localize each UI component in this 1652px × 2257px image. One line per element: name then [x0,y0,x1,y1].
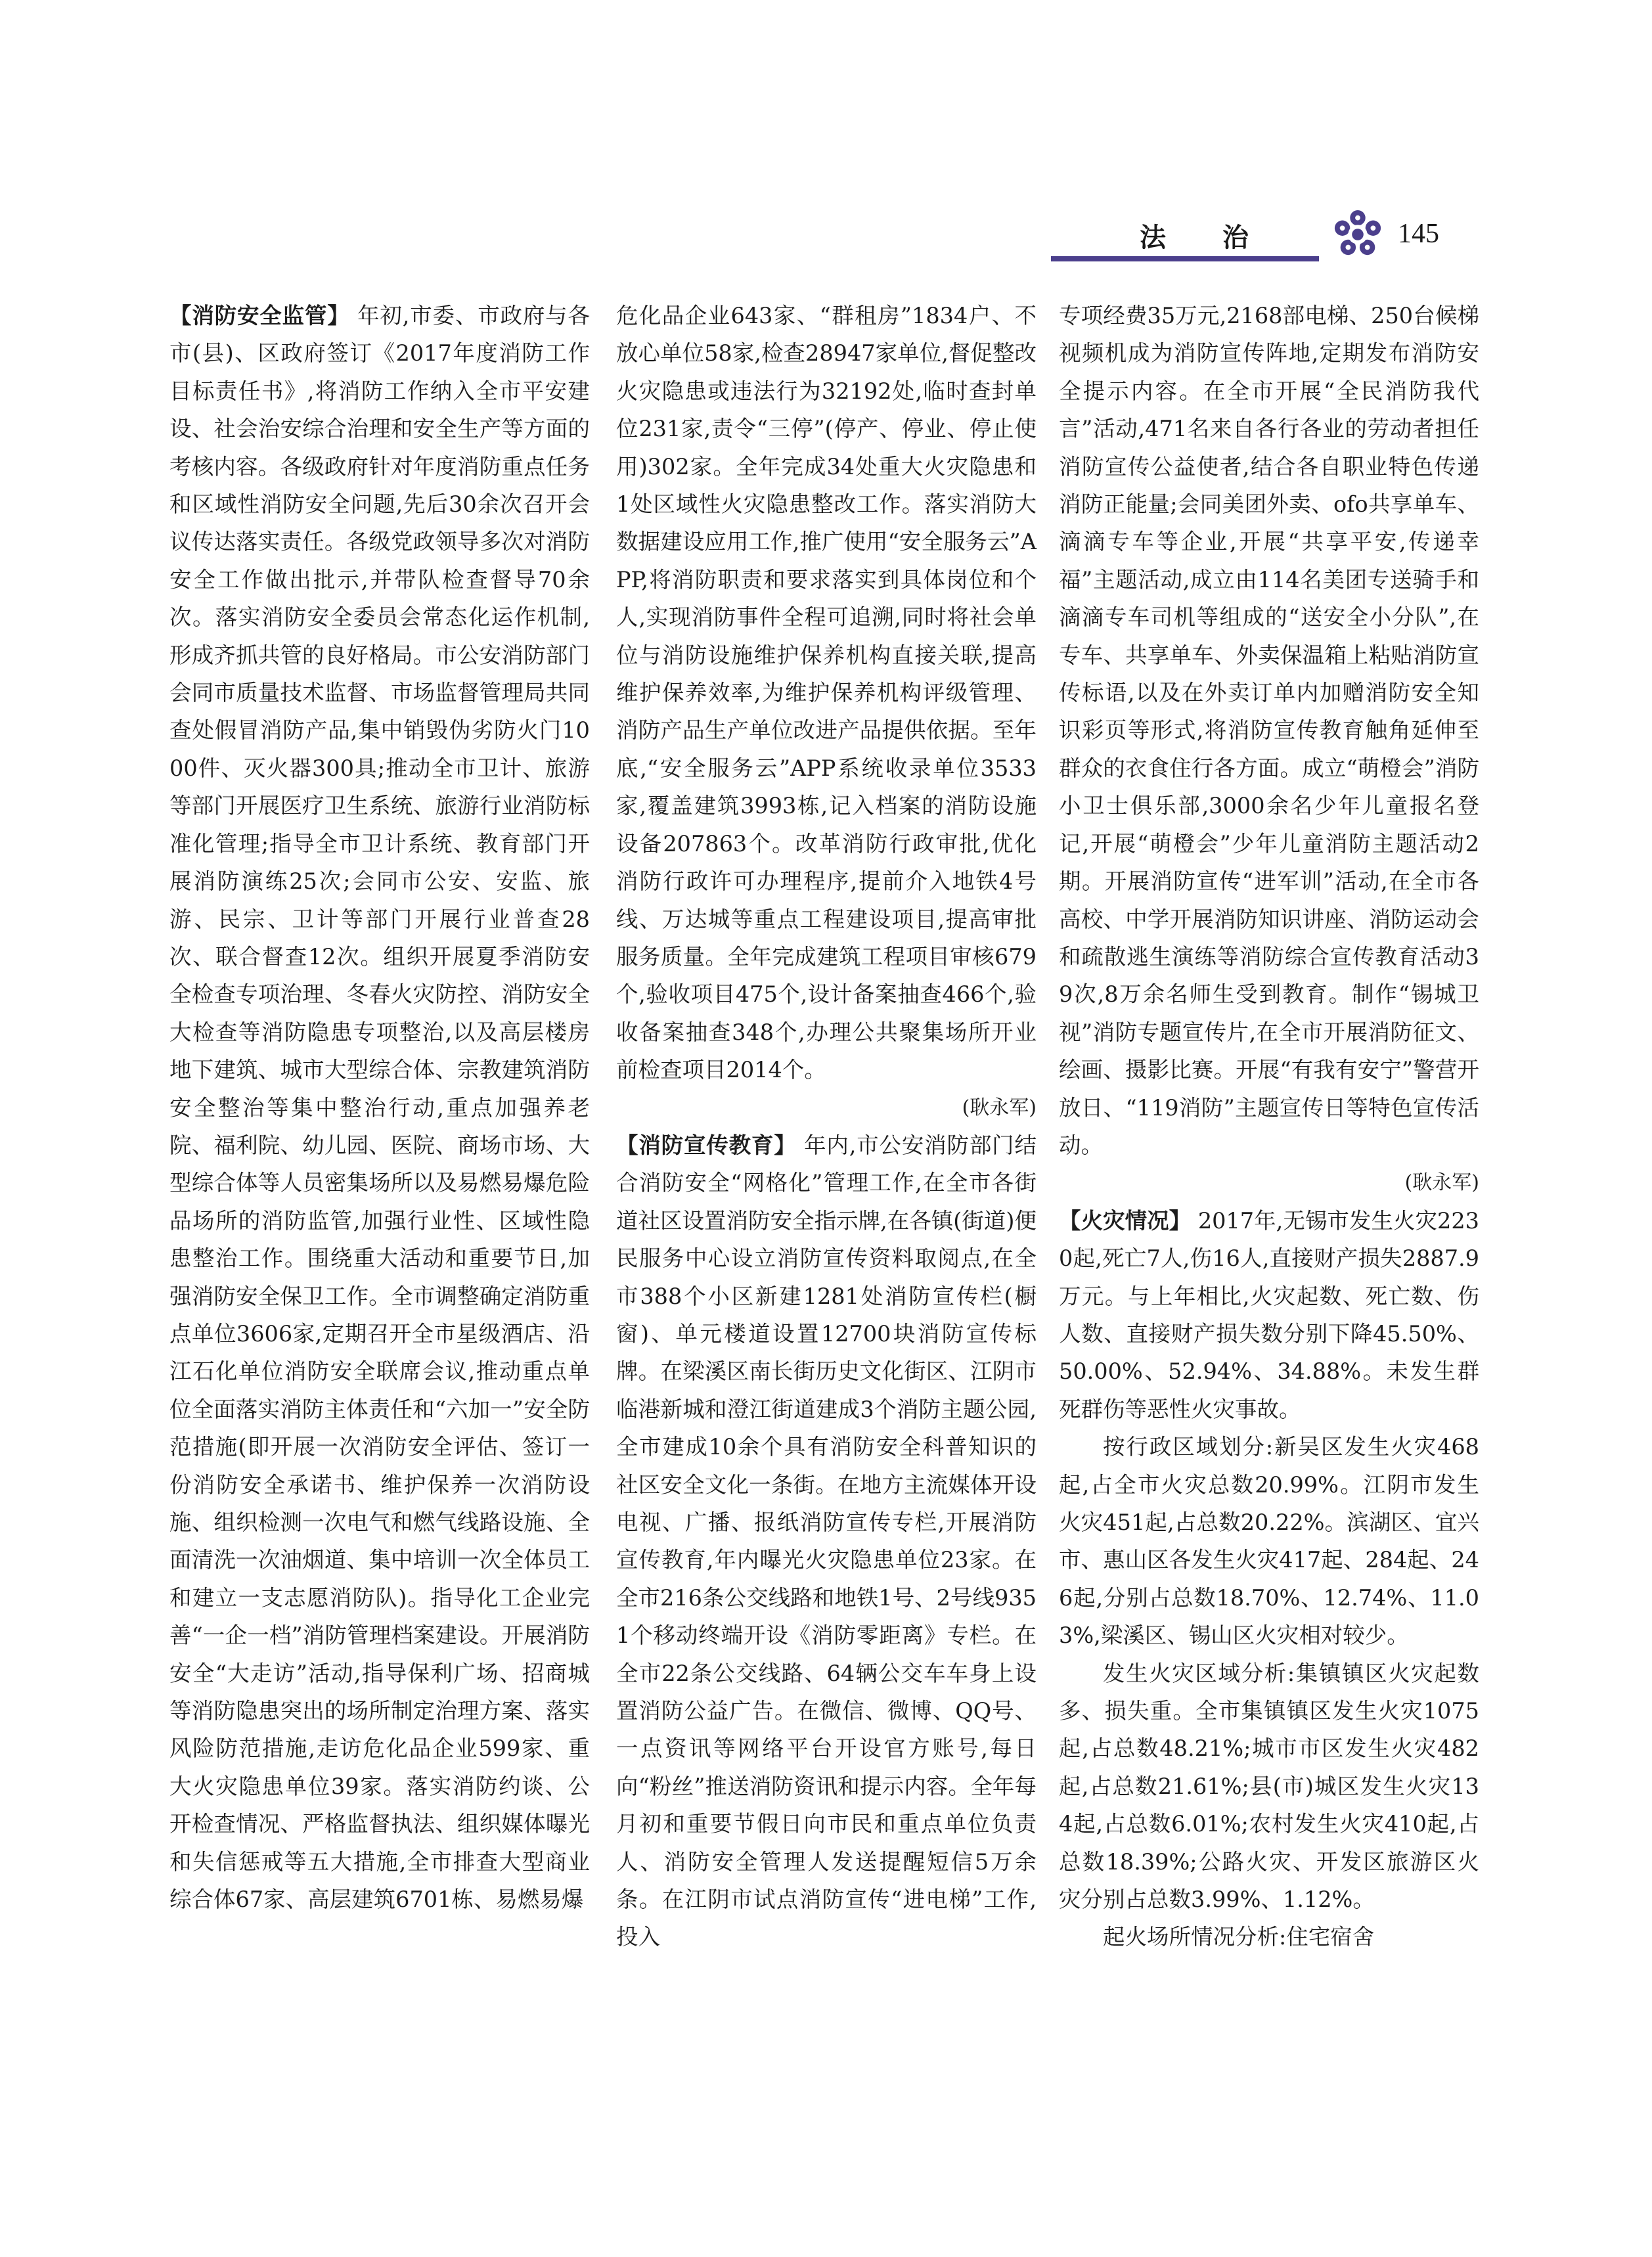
text-column-2 [616,297,1037,1956]
author-credit: (耿永军) [962,1096,1037,1119]
paragraph-body: 年初,市委、市政府与各市(县)、区政府签订《2017年度消防工作目标责任书》,将消防工作纳入全市平安建设、社会治安综合治理和安全生产等方面的考核内容。各级政府针对年度消防重点任务和区域性消防安全问题,先后30余次召开会议传达落实责任。各级党政领导多次对消防安全工作做出批示,并带队检查督导70余次。落实消防安全委员会常态化运作机制,形成齐抓共管的良好格局。市公安消防部门会同市质量技术监督、市场监督管理局共同查处假冒消防产品,集中销毁伪劣防火门1000件、灭火器300具;推动全市卫计、旅游等部门开展医疗卫生系统、旅游行业消防标准化管理;指导全市卫计系统、教育部门开展消防演练25次;会同市公安、安监、旅游、民宗、卫计等部门开展行业普查28次、联合督查12次。组织开展夏季消防安全检查专项治理、冬春火灾防控、消防安全大检查等消防隐患专项整治,以及高层楼房地下建筑、城市大型综合体、宗教建筑消防安全整治等集中整治行动,重点加强养老院、福利院、幼儿园、医院、商场市场、大型综合体等人员密集场所以及易燃易爆危险品场所的消防监管,加强行业性、区域性隐患整治工作。围绕重大活动和重要节日,加强消防安全保卫工作。全市调整确定消防重点单位3606家,定期召开全市星级酒店、沿江石化单位消防安全联席会议,推动重点单位全面落实消防主体责任和“六加一”安全防范措施(即开展一次消防安全评估、签订一份消防安全承诺书、维护保养一次消防设施、组织检测一次电气和燃气线路设施、全面清洗一次油烟道、集中培训一次全体员工和建立一支志愿消防队)。指导化工企业完善“一企一档”消防管理档案建设。开展消防安全“大走访”活动,指导保利广场、招商城等消防隐患突出的场所制定治理方案、落实风险防范措施,走访危化品企业599家、重大火灾隐患单位39家。落实消防约谈、公开检查情况、严格监督执法、组织媒体曝光和失信惩戒等五大措施,全市排查大型商业综合体67家、高层建筑6701栋、易燃易爆 [169,303,590,1913]
paragraph-continuation: 专项经费35万元,2168部电梯、250台候梯视频机成为消防宣传阵地,定期发布消防安全提示内容。在全市开展“全民消防我代言”活动,471名来自各行各业的劳动者担任消防宣传公益使者,结合各自职业特色传递消防正能量;会同美团外卖、ofo共享单车、滴滴专车等企业,开展“共享平安,传递幸福”主题活动,成立由114名美团专送骑手和滴滴专车司机等组成的“送安全小分队”,在专车、共享单车、外卖保温箱上粘贴消防宣传标语,以及在外卖订单内加赠消防安全知识彩页等形式,将消防宣传教育触角延伸至群众的衣食住行各方面。成立“萌橙会”消防小卫士俱乐部,3000余名少年儿童报名登记,开展“萌橙会”少年儿童消防主题活动2期。开展消防宣传“进军训”活动,在全市各高校、中学开展消防知识讲座、消防运动会和疏散逃生演练等消防综合宣传教育活动39次,8万余名师生受到教育。制作“锡城卫视”消防专题宣传片,在全市开展消防征文、绘画、摄影比赛。开展“有我有安宁”警营开放日、“119消防”主题宣传日等特色宣传活动。 [1059,303,1479,1158]
paragraph-by-area: 发生火灾区域分析:集镇镇区火灾起数多、损失重。全市集镇镇区发生火灾1075起,占总数48.21%;城市市区发生火灾482起,占总数21.61%;县(市)城区发生火灾134起,占总数6.01%;农村发生火灾410起,占总数18.39%;公路火灾、开发区旅游区火灾分别占总数3.99%、1.12%。 [1059,1660,1479,1913]
header-rule [1051,256,1319,261]
page-number: 145 [1398,219,1439,249]
page-header [1051,209,1471,268]
paragraph-continuation: 危化品企业643家、“群租房”1834户、不放心单位58家,检查28947家单位,督促整改火灾隐患或违法行为32192处,临时查封单位231家,责令“三停”(停产、停业、停止使用)302家。全年完成34处重大火灾隐患和1处区域性火灾隐患整改工作。落实消防大数据建设应用工作,推广使用“安全服务云”APP,将消防职责和要求落实到具体岗位和个人,实现消防事件全程可追溯,同时将社会单位与消防设施维护保养机构直接关联,提高维护保养效率,为维护保养机构评级管理、消防产品生产单位改进产品提供依据。至年底,“安全服务云”APP系统收录单位3533家,覆盖建筑3993栋,记入档案的消防设施设备207863个。改革消防行政审批,优化消防行政许可办理程序,提前介入地铁4号线、万达城等重点工程建设项目,提高审批服务质量。全年完成建筑工程项目审核679个,验收项目475个,设计备案抽查466个,验收备案抽查348个,办理公共聚集场所开业前检查项目2014个。 [616,303,1037,1083]
text-column-1 [169,297,590,1918]
paragraph-fire-safety-publicity [616,1127,1037,1956]
paragraph-fire-safety-supervision [169,297,590,1918]
city-emblem-icon [1332,209,1383,260]
paragraph-by-site: 起火场所情况分析:住宅宿舍 [1103,1924,1375,1950]
section-keyword: 【消防宣传教育】 [616,1132,797,1158]
section-title: 法 治 [1140,223,1272,253]
text-column-3 [1059,297,1479,1956]
section-keyword: 【火灾情况】 [1059,1207,1192,1234]
author-credit: (耿永军) [1404,1171,1479,1195]
paragraph-body: 年内,市公安消防部门结合消防安全“网格化”管理工作,在全市各街道社区设置消防安全指示牌,在各镇(街道)便民服务中心设立消防宣传资料取阅点,在全市388个小区新建1281处消防宣传栏(橱窗)、单元楼道设置12700块消防宣传标牌。在梁溪区南长街历史文化街区、江阴市临港新城和澄江街道建成3个消防主题公园,全市建成10余个具有消防安全科普知识的社区安全文化一条街。在地方主流媒体开设电视、广播、报纸消防宣传专栏,开展消防宣传教育,年内曝光火灾隐患单位23家。在全市216条公交线路和地铁1号、2号线9351个移动终端开设《消防零距离》专栏。在全市22条公交线路、64辆公交车车身上设置消防公益广告。在微信、微博、QQ号、一点资讯等网络平台开设官方账号,每日向“粉丝”推送消防资讯和提示内容。全年每月初和重要节假日向市民和重点单位负责人、消防安全管理人发送提醒短信5万余条。在江阴市试点消防宣传“进电梯”工作,投入 [616,1132,1037,1950]
section-keyword: 【消防安全监管】 [169,303,350,328]
paragraph-fire-situation [1059,1202,1479,1428]
paragraph-by-region: 按行政区域划分:新吴区发生火灾468起,占全市火灾总数20.99%。江阴市发生火灾451起,占总数20.22%。滨湖区、宜兴市、惠山区各发生火灾417起、284起、246起,分别占总数18.70%、12.74%、11.03%,梁溪区、锡山区火灾相对较少。 [1059,1434,1479,1649]
paragraph-body: 2017年,无锡市发生火灾2230起,死亡7人,伤16人,直接财产损失2887.9万元。与上年相比,火灾起数、死亡数、伤人数、直接财产损失数分别下降45.50%、50.00%、52.94%、34.88%。未发生群死群伤等恶性火灾事故。 [1059,1207,1479,1422]
